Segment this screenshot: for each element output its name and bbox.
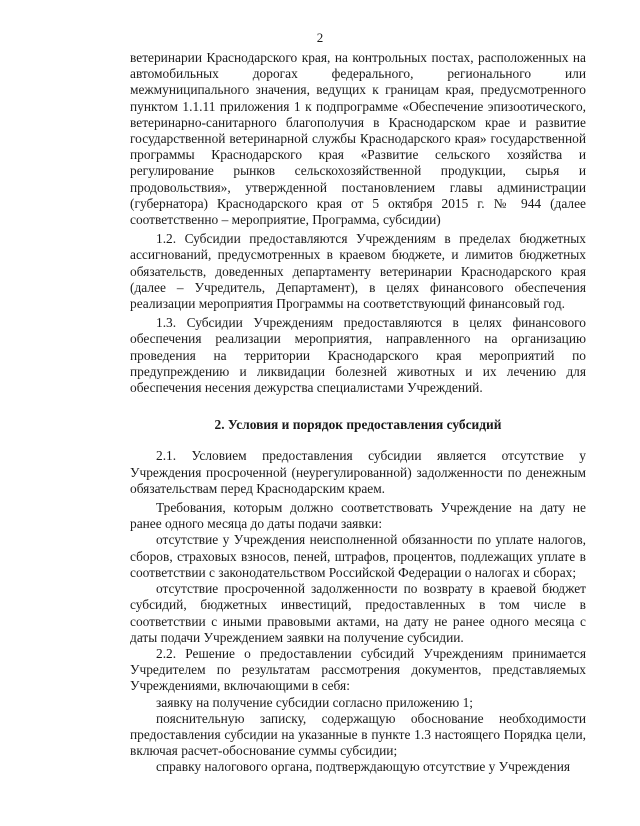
paragraph-requirement-debt: отсутствие просроченной задолженности по возврату в краевой бюджет субсидий, бюджетных инвестиций, предоставленных в том числе в соответствии с иными правовыми актами, на дату не ранее одного месяца с даты подачи Учреждением заявки на получение субсидии. xyxy=(130,581,586,645)
list-item-explanatory-note: пояснительную записку, содержащую обоснование необходимости предоставления субсидии на указанные в пункте 1.3 настоящего Порядка цели, включая расчет-обоснование суммы субсидии; xyxy=(130,710,586,759)
list-item-tax-certificate: справку налогового органа, подтверждающую отсутствие у Учреждения xyxy=(156,759,571,775)
paragraph-2-2: 2.2. Решение о предоставлении субсидий Учреждениям принимается Учредителем по результатам рассмотрения документов, представляемых Учреждениями, включающими в себя: xyxy=(130,645,586,694)
paragraph-continuation: ветеринарии Краснодарского края, на контрольных постах, расположенных на автомобильных дорогах федерального, регионального или межмуниципального значения, ведущих к границам края, предусмотренного пунктом 1.1.11 приложения 1 к подпрограмме «Обеспечение эпизоотического, ветеринарно-санитарного благополучия в Краснодарском крае и развитие государственной ветеринарной службы Краснодарского края» государственной программы Краснодарского края «Развитие сельского хозяйства и регулирование рынков сельскохозяйственной продукции, сырья и продовольствия», утвержденной постановлением главы администрации (губернатора) Краснодарского края от 5 октября 2015 г. № 944 (далее соответственно – мероприятие, Программа, субсидии) xyxy=(130,50,586,228)
paragraph-requirements: Требования, которым должно соответствовать Учреждение на дату не ранее одного месяца до даты подачи заявки: xyxy=(130,500,586,532)
paragraph-2-1: 2.1. Условием предоставления субсидии является отсутствие у Учреждения просроченной (неурегулированной) задолженности по денежным обязательствам перед Краснодарским краем. xyxy=(130,448,586,496)
page-number: 2 xyxy=(316,30,324,45)
section-heading: 2. Условия и порядок предоставления субсидий xyxy=(214,417,502,433)
paragraph-1-3: 1.3. Субсидии Учреждениям предоставляются в целях финансового обеспечения реализации мероприятия, направленного на организацию проведения на территории Краснодарского края мероприятий по предупреждению и ликвидации болезней животных и их лечению для обеспечения несения дежурства специалистами Учреждений. xyxy=(130,315,586,396)
paragraph-1-2: 1.2. Субсидии предоставляются Учреждениям в пределах бюджетных ассигнований, предусмотренных в краевом бюджете, и лимитов бюджетных обязательств, доведенных департаменту ветеринарии Краснодарского края (далее – Учредитель, Департамент), в целях финансового обеспечения реализации мероприятия Программы на соответствующий финансовый год. xyxy=(130,231,586,312)
document-body xyxy=(130,50,586,776)
paragraph-requirement-taxes: отсутствие у Учреждения неисполненной обязанности по уплате налогов, сборов, страховых взносов, пеней, штрафов, процентов, подлежащих уплате в соответствии с законодательством Российской Федерации о налогах и сборах; xyxy=(130,532,586,580)
list-item-application: заявку на получение субсидии согласно приложению 1; xyxy=(156,694,474,710)
